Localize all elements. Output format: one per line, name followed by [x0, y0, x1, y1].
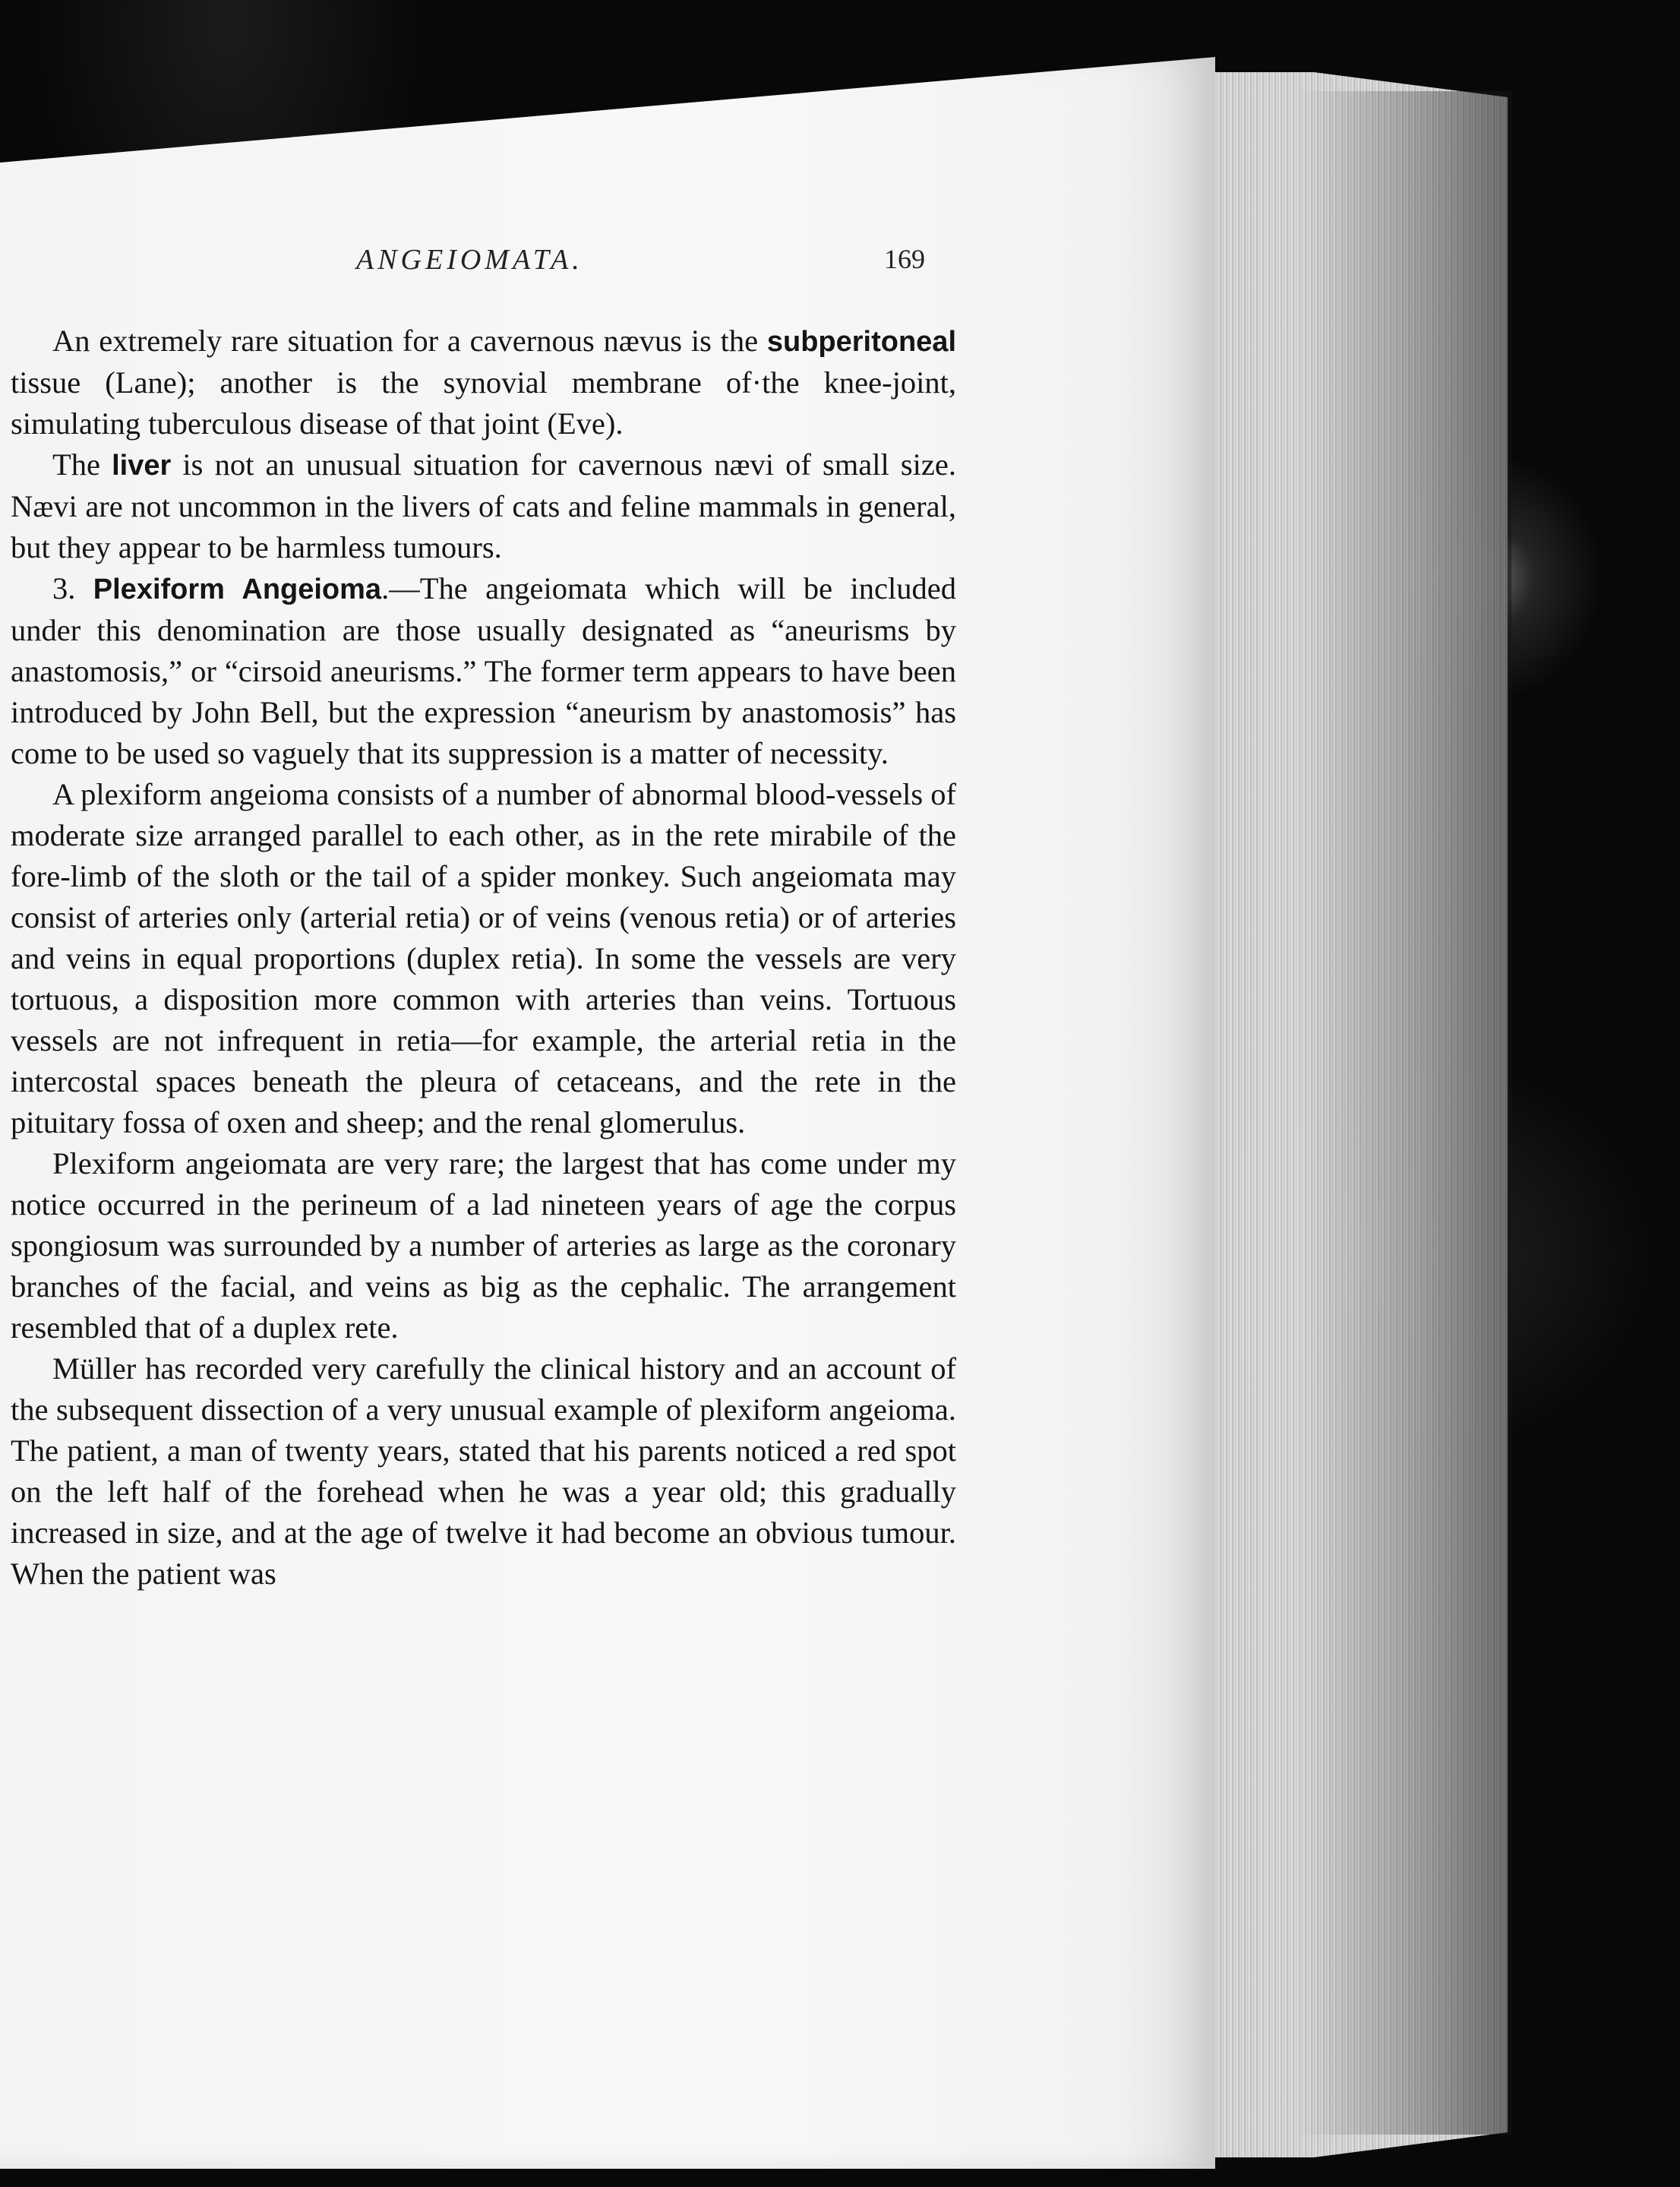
paragraph-plexiform-angeioma	[11, 568, 956, 774]
paragraph-plexiform-definition: A plexiform angeioma consists of a number of abnormal blood-vessels of moderate size arranged parallel to each other, as in the rete mirabile of the fore-limb of the sloth or the tail of a spider monkey. Such angeiomata may consist of arteries only (arterial retia) or of veins (venous retia) or of arteries and veins in equal proportions (duplex retia). In some the vessels are very tortuous, a disposition more common with arteries than veins. Tortuous vessels are not infrequent in retia—for example, the arterial retia in the intercostal spaces beneath the pleura of cetaceans, and the rete in the pituitary fossa of oxen and sheep; and the renal glomerulus.	[11, 777, 956, 1139]
paragraph-subperitoneal	[11, 321, 956, 444]
running-head	[11, 243, 956, 296]
bold-term-subperitoneal: subperitoneal	[766, 326, 956, 358]
page-number: 169	[884, 244, 925, 274]
running-title: ANGEIOMATA.	[356, 244, 583, 276]
bold-term-liver: liver	[112, 450, 172, 482]
paragraph-text: is not an unusual situation for cavernous nævi of small size. Nævi are not uncommon in the livers of cats and feline mammals in general, but they appear to be harmless tumours.	[11, 447, 956, 564]
bold-term-plexiform-angeioma: Plexiform Angeioma	[93, 574, 382, 605]
paragraph-muller-case: Müller has recorded very carefully the clinical history and an account of the subsequent dissection of a very unusual example of plexiform angeioma. The patient, a man of twenty years, stated that his parents noticed a red spot on the left half of the forehead when he was a year old; this gradually increased in size, and at the age of twelve it had become an obvious tumour. When the patient was	[11, 1351, 956, 1591]
paragraph-text: An extremely rare situation for a cavernous nævus is the	[52, 324, 767, 358]
page-edge-leaves	[1173, 72, 1508, 2157]
paragraph-liver	[11, 444, 956, 568]
paragraph-text: .—The angeiomata which will be included under this denomination are those usually designated as “aneurisms by anastomosis,” or “cirsoid aneurisms.” The former term appears to have been introduced by John Bell, but the expression “aneurism by anastomosis” has come to be used so vaguely that its suppression is a matter of necessity.	[11, 571, 956, 770]
paragraph-text: tissue (Lane); another is the synovial membrane of·the knee-joint, simulating tuberculous disease of that joint (Eve).	[11, 365, 956, 441]
paragraph-text: The	[52, 447, 112, 482]
paragraph-plexiform-rarity: Plexiform angeiomata are very rare; the largest that has come under my notice occurred in the perineum of a lad nineteen years of age the corpus spongiosum was surrounded by a number of arteries as large as the coronary branches of the facial, and veins as big as the cephalic. The arrangement resembled that of a duplex rete.	[11, 1146, 956, 1345]
page-text-block	[11, 243, 956, 1594]
paragraph-text: 3.	[52, 571, 93, 605]
